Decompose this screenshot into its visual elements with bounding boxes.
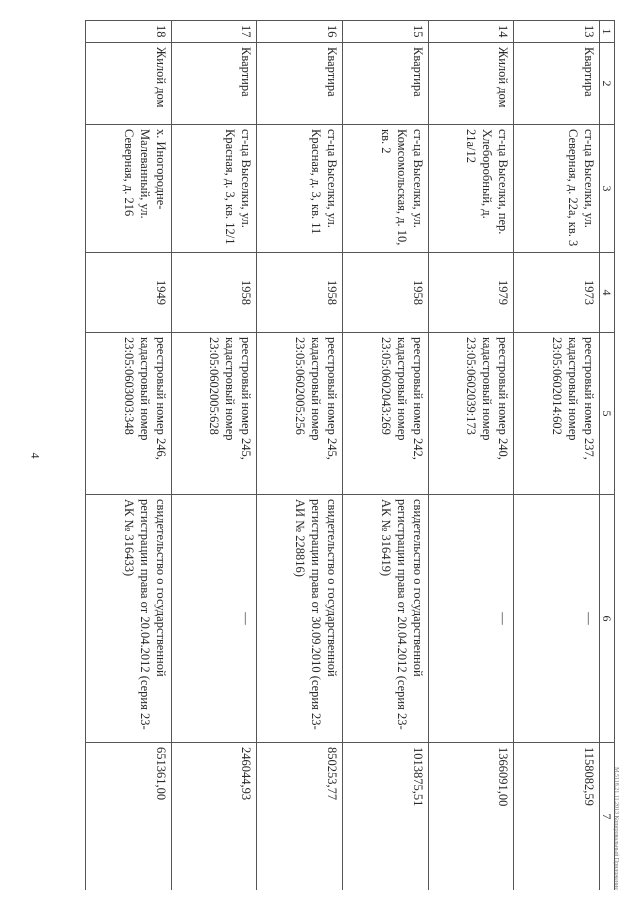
property-address: ст-ца Выселки, ул. Комсомольская, д. 10, кв. 2 bbox=[343, 125, 429, 253]
row-number: 18 bbox=[86, 21, 172, 43]
row-number: 16 bbox=[257, 21, 343, 43]
registry-info: реестровый номер 242, кадастровый номер 23:05:0602043:269 bbox=[343, 333, 429, 495]
build-year: 1973 bbox=[514, 253, 600, 333]
certificate-info: — bbox=[171, 495, 257, 743]
footer-note bbox=[612, 20, 620, 890]
rotated-table-area bbox=[85, 20, 615, 890]
property-type: Квартира bbox=[257, 43, 343, 125]
property-type: Квартира bbox=[514, 43, 600, 125]
property-address: ст-ца Выселки, ул. Красная, д. 3, кв. 12/1 bbox=[171, 125, 257, 253]
column-header: 7 bbox=[600, 743, 615, 891]
property-value: 1366091,00 bbox=[428, 743, 514, 891]
property-value: 850253,77 bbox=[257, 743, 343, 891]
property-type: Жилой дом bbox=[428, 43, 514, 125]
property-type: Жилой дом bbox=[86, 43, 172, 125]
registry-info: реестровый номер 246, кадастровый номер 23:05:0603003:348 bbox=[86, 333, 172, 495]
certificate-info: — bbox=[428, 495, 514, 743]
property-address: ст-ца Выселки, пер. Хлеборобный, д. 21а/12 bbox=[428, 125, 514, 253]
column-header: 6 bbox=[600, 495, 615, 743]
row-number: 13 bbox=[514, 21, 600, 43]
certificate-info: свидетельство о государственной регистрации права от 30.09.2010 (серия 23-АИ № 228816) bbox=[257, 495, 343, 743]
table-row bbox=[514, 21, 600, 891]
column-header: 3 bbox=[600, 125, 615, 253]
table-row bbox=[86, 21, 172, 891]
build-year: 1958 bbox=[171, 253, 257, 333]
table-row bbox=[343, 21, 429, 891]
build-year: 1958 bbox=[257, 253, 343, 333]
table-row bbox=[171, 21, 257, 891]
property-value: 651361,00 bbox=[86, 743, 172, 891]
registry-info: реестровый номер 237, кадастровый номер 23:05:0602014:602 bbox=[514, 333, 600, 495]
property-type: Квартира bbox=[343, 43, 429, 125]
column-header: 1 bbox=[600, 21, 615, 43]
column-header: 2 bbox=[600, 43, 615, 125]
column-header: 5 bbox=[600, 333, 615, 495]
page-number: 4 bbox=[28, 452, 43, 459]
table-row bbox=[257, 21, 343, 891]
registry-info: реестровый номер 245, кадастровый номер 23:05:0602005:256 bbox=[257, 333, 343, 495]
build-year: 1958 bbox=[343, 253, 429, 333]
property-value: 1013875,51 bbox=[343, 743, 429, 891]
registry-info: реестровый номер 240, кадастровый номер 23:05:0602039:173 bbox=[428, 333, 514, 495]
build-year: 1979 bbox=[428, 253, 514, 333]
property-address: х. Иногородне-Малеванный, ул. Северная, д. 216 bbox=[86, 125, 172, 253]
certificate-info: свидетельство о государственной регистрации права от 20.04.2012 (серия 23-АК № 316419) bbox=[343, 495, 429, 743]
registry-info: реестровый номер 245, кадастровый номер 23:05:0602005:628 bbox=[171, 333, 257, 495]
table-row bbox=[428, 21, 514, 891]
certificate-info: свидетельство о государственной регистрации права от 20.04.2012 (серия 23-АК № 316433) bbox=[86, 495, 172, 743]
property-value: 1158082,59 bbox=[514, 743, 600, 891]
build-year: 1949 bbox=[86, 253, 172, 333]
property-address: ст-ца Выселки, ул. Северная, д. 22а, кв. 3 bbox=[514, 125, 600, 253]
property-value: 246044,93 bbox=[171, 743, 257, 891]
row-number: 17 bbox=[171, 21, 257, 43]
footer-note-text: М.5118.21.11.2013 Копировальный Приложение bbox=[613, 767, 619, 890]
row-number: 15 bbox=[343, 21, 429, 43]
column-header: 4 bbox=[600, 253, 615, 333]
row-number: 14 bbox=[428, 21, 514, 43]
certificate-info: — bbox=[514, 495, 600, 743]
property-type: Квартира bbox=[171, 43, 257, 125]
property-table bbox=[85, 20, 615, 890]
property-address: ст-ца Выселки, ул. Красная, д. 3, кв. 11 bbox=[257, 125, 343, 253]
